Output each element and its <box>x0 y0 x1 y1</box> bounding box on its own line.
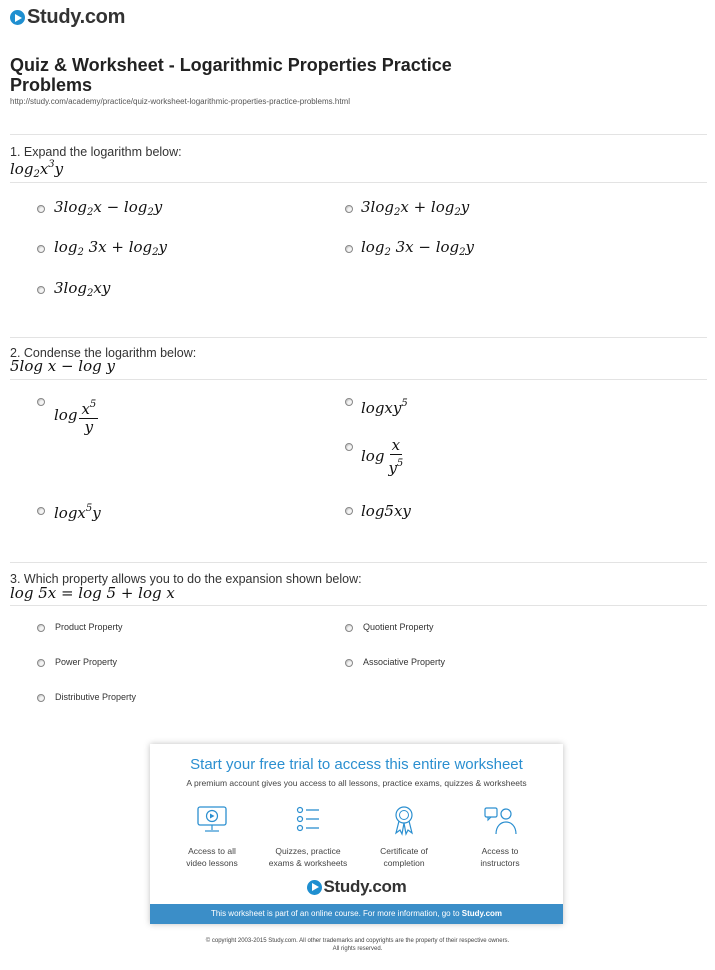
promo-bar-text: This worksheet is part of an online course. For more information, go to <box>210 909 462 918</box>
play-circle-icon <box>307 880 322 895</box>
free-trial-promo[interactable] <box>150 744 563 924</box>
radio-q2-d[interactable] <box>37 507 45 515</box>
quiz-list-icon <box>291 804 325 836</box>
copyright-line2: All rights reserved. <box>332 946 383 952</box>
feature-label-line1: Access to <box>481 846 519 856</box>
feature-label-line1: Access to all <box>188 846 236 856</box>
radio-q1-b[interactable] <box>345 205 353 213</box>
radio-q2-e[interactable] <box>345 507 353 515</box>
radio-q2-b[interactable] <box>345 398 353 406</box>
option-q2-d[interactable]: logx$^5$y <box>54 503 101 522</box>
option-q3-a[interactable]: Product Property <box>55 622 123 632</box>
radio-q2-a[interactable] <box>37 398 45 406</box>
divider <box>10 379 707 380</box>
option-q1-b[interactable]: $3\log_2x + \log_2y$ <box>361 198 470 218</box>
promo-title: Start your free trial to access this entire worksheet <box>190 756 523 773</box>
divider <box>10 182 707 183</box>
option-q2-a[interactable]: log $\frac{x^5}{y}$ <box>54 396 98 436</box>
option-q1-a[interactable]: $3\log_2x - \log_2y$ <box>54 198 163 218</box>
feature-label-line1: Certificate of <box>380 846 428 856</box>
divider <box>10 605 707 606</box>
radio-q3-d[interactable] <box>345 659 353 667</box>
question-3-expression: log 5x = log 5 + log x <box>10 584 175 602</box>
radio-q1-c[interactable] <box>37 245 45 253</box>
promo-info-bar[interactable] <box>150 904 563 924</box>
radio-q3-a[interactable] <box>37 624 45 632</box>
option-q1-e[interactable]: $3\log_2xy$ <box>54 279 111 299</box>
option-q2-c[interactable]: log $\frac{x}{y^5}$ <box>361 436 404 477</box>
feature-video-lessons <box>162 804 262 869</box>
option-q1-d[interactable]: $\log_2 3x - \log_2y$ <box>361 238 474 258</box>
question-2-prompt: 2. Condense the logarithm below: <box>10 346 197 360</box>
option-q1-c[interactable]: $\log_2 3x + \log_2y$ <box>54 238 167 258</box>
page-title: Quiz & Worksheet - Logarithmic Properties Practice Problems <box>10 55 452 95</box>
certificate-icon <box>387 804 421 836</box>
question-3-prompt: 3. Which property allows you to do the expansion shown below: <box>10 572 362 586</box>
feature-label-line2: instructors <box>480 858 520 868</box>
feature-certificate <box>354 804 454 869</box>
option-q2-e[interactable]: log5xy <box>361 502 411 520</box>
page-url[interactable]: http://study.com/academy/practice/quiz-worksheet-logarithmic-properties-practice-problems.html <box>10 97 350 106</box>
promo-bar-link[interactable]: Study.com <box>461 909 503 918</box>
radio-q3-e[interactable] <box>37 694 45 702</box>
radio-q3-b[interactable] <box>345 624 353 632</box>
feature-instructors <box>450 804 550 869</box>
question-1-prompt: 1. Expand the logarithm below: <box>10 145 182 159</box>
option-q2-b[interactable]: logxy$^5$ <box>361 398 408 417</box>
study-logo[interactable] <box>10 6 125 29</box>
feature-quizzes <box>258 804 358 869</box>
divider <box>10 562 707 563</box>
copyright-line1: © copyright 2003-2015 Study.com. All other trademarks and copyrights are the property of their respective owners. <box>205 938 510 944</box>
radio-q3-c[interactable] <box>37 659 45 667</box>
option-q3-e[interactable]: Distributive Property <box>55 692 137 702</box>
video-lesson-icon <box>195 804 229 836</box>
radio-q2-c[interactable] <box>345 443 353 451</box>
radio-q1-e[interactable] <box>37 286 45 294</box>
feature-label-line1: Quizzes, practice <box>275 846 341 856</box>
radio-q1-d[interactable] <box>345 245 353 253</box>
divider <box>10 134 707 135</box>
play-circle-icon <box>10 10 25 25</box>
option-q3-c[interactable]: Power Property <box>55 657 118 667</box>
instructor-icon <box>483 804 517 836</box>
feature-label-line2: video lessons <box>186 858 238 868</box>
promo-study-logo[interactable] <box>150 877 563 897</box>
copyright-footer <box>0 937 715 953</box>
feature-label-line2: exams & worksheets <box>268 858 348 868</box>
divider <box>10 337 707 338</box>
feature-label-line2: completion <box>383 858 425 868</box>
logo-text: Study.com <box>27 6 126 28</box>
question-2-expression: 5log x − log y <box>10 357 115 375</box>
promo-subtitle: A premium account gives you access to all lessons, practice exams, quizzes & worksheets <box>186 778 527 788</box>
logo-text: Study.com <box>323 877 407 896</box>
question-1-expression: $\log_2x^3y$ <box>10 159 64 180</box>
radio-q1-a[interactable] <box>37 205 45 213</box>
option-q3-b[interactable]: Quotient Property <box>363 622 434 632</box>
option-q3-d[interactable]: Associative Property <box>363 657 446 667</box>
